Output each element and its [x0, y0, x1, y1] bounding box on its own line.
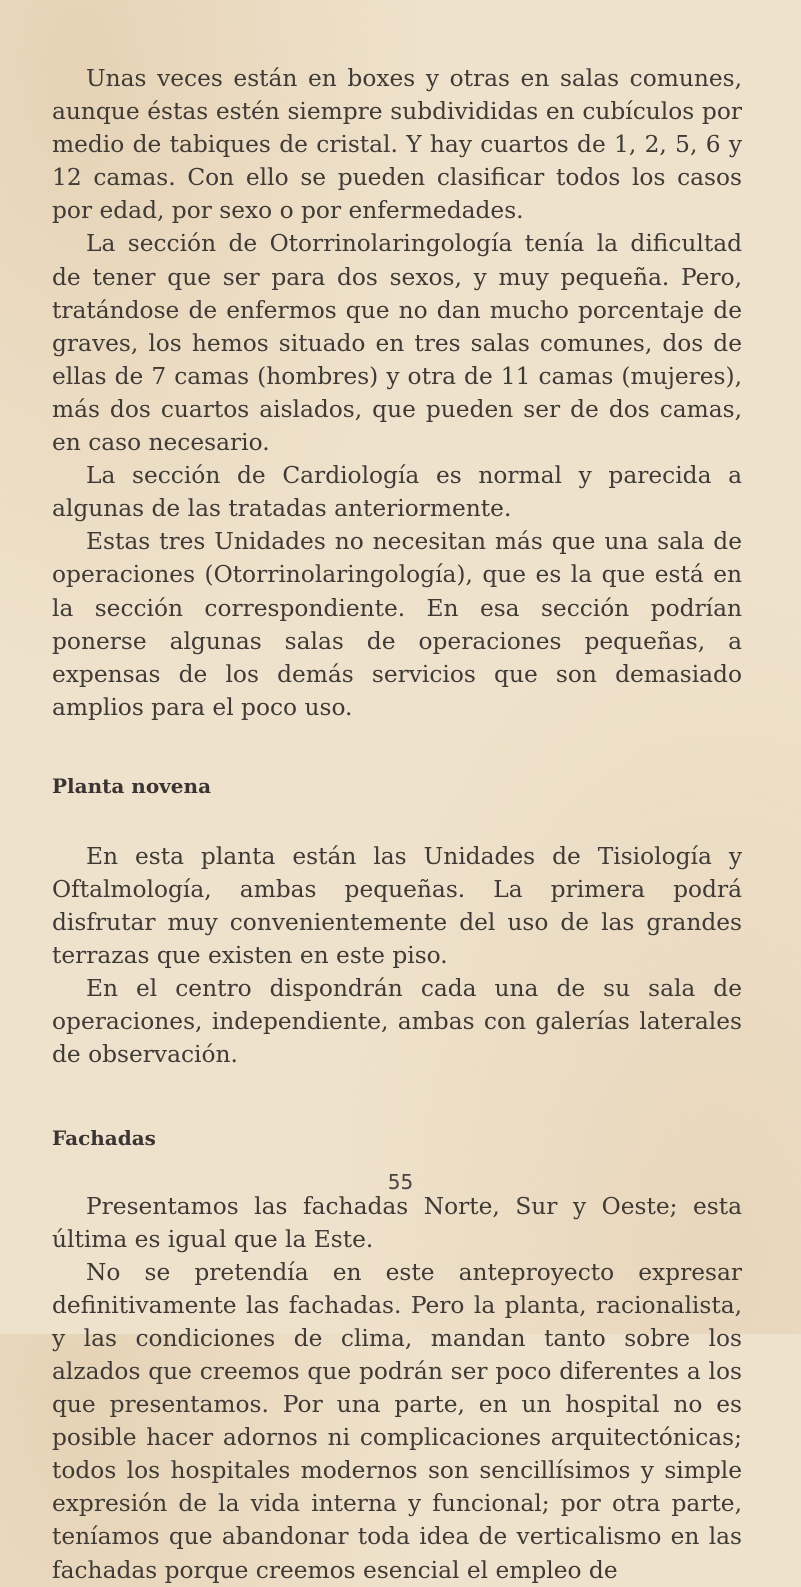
paragraph-planta-2: En el centro dispondrán cada una de su sala de operaciones, independiente, ambas con galerías laterales de observación. [52, 975, 742, 1069]
paragraph-fachadas-1: Presentamos las fachadas Norte, Sur y Oeste; esta última es igual que la Este. [52, 1192, 742, 1253]
paragraph-intro-1: Unas veces están en boxes y otras en salas comunes, aunque éstas estén siempre subdivididas en cubículos por medio de tabiques de cristal. Y hay cuartos de 1, 2, 5, 6 y 12 camas. Con ello se pueden clasificar todos los casos por edad, por sexo o por enfermedades. [52, 65, 742, 225]
page-body [52, 62, 742, 1587]
page-number: 55 [387, 1170, 414, 1194]
paragraph-planta-1: En esta planta están las Unidades de Tisiología y Oftalmología, ambas pequeñas. La primera podrá disfrutar muy convenientemente del uso de las grandes terrazas que existen en este piso. [52, 842, 742, 970]
section-heading-fachadas: Fachadas [52, 1125, 156, 1150]
paragraph-intro-2: La sección de Otorrinolaringología tenía la dificultad de tener que ser para dos sexos, y muy pequeña. Pero, tratándose de enfermos que no dan mucho porcentaje de graves, los hemos situado en tres salas comunes, dos de ellas de 7 camas (hombres) y otra de 11 camas (mujeres), más dos cuartos aislados, que pueden ser de dos camas, en caso necesario. [52, 230, 742, 457]
paragraph-intro-3: La sección de Cardiología es normal y parecida a algunas de las tratadas anteriormente. [52, 462, 742, 523]
paragraph-intro-4: Estas tres Unidades no necesitan más que una sala de operaciones (Otorrinolaringología), que es la que está en la sección correspondiente. En esa sección podrían ponerse algunas salas de operaciones pequeñas, a expensas de los demás servicios que son demasiado amplios para el poco uso. [52, 528, 742, 721]
section-heading-planta-novena: Planta novena [52, 773, 212, 798]
paragraph-fachadas-2: No se pretendía en este anteproyecto expresar definitivamente las fachadas. Pero la planta, racionalista, y las condiciones de clima, mandan tanto sobre los alzados que creemos que podrán ser poco diferentes a los que presentamos. Por una parte, en un hospital no es posible hacer adornos ni complicaciones arquitectónicas; todos los hospitales modernos son sencillísimos y simple expresión de la vida interna y funcional; por otra parte, teníamos que abandonar toda idea de verticalismo en las fachadas porque creemos esencial el empleo de [52, 1258, 742, 1584]
